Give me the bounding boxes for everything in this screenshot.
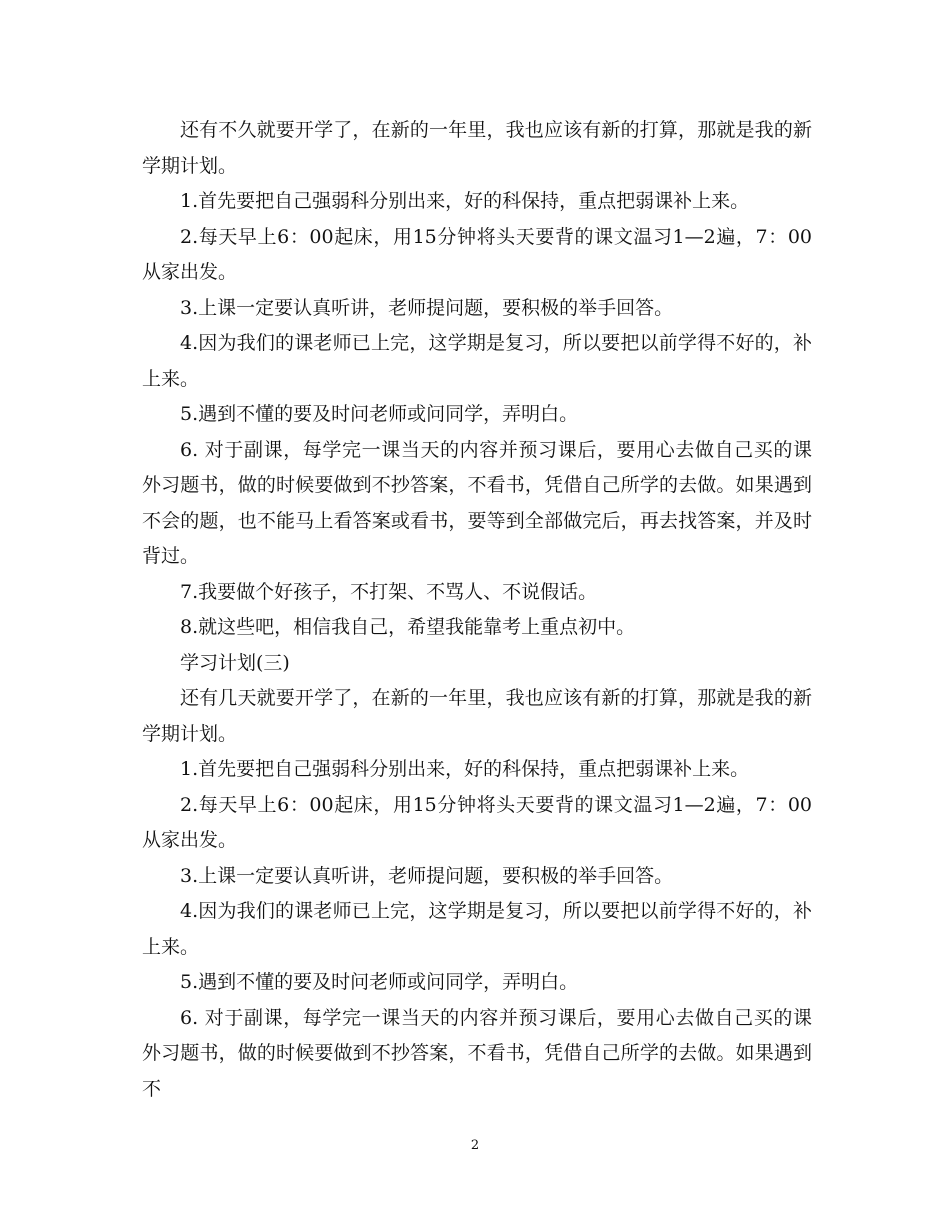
paragraph-item-4: 4.因为我们的课老师已上完，这学期是复习，所以要把以前学得不好的，补上来。 (142, 332, 812, 390)
page-number: 2 (470, 1138, 480, 1153)
paragraph-item-6: 6. 对于副课，每学完一课当天的内容并预习课后，要用心去做自己买的课外习题书，做的时候要做到不抄答案，不看书，凭借自己所学的去做。如果遇到不会的题，也不能马上看答案或看书，要等到全部做完后，再去找答案，并及时背过。 (142, 438, 812, 567)
paragraph-item-4b: 4.因为我们的课老师已上完，这学期是复习，所以要把以前学得不好的，补上来。 (142, 900, 812, 958)
paragraph-item-6b: 6. 对于副课，每学完一课当天的内容并预习课后，要用心去做自己买的课外习题书，做的时候要做到不抄答案，不看书，凭借自己所学的去做。如果遇到不 (142, 1006, 812, 1100)
paragraph-item-5: 5.遇到不懂的要及时问老师或问同学，弄明白。 (180, 403, 579, 425)
paragraph-item-1b: 1.首先要把自己强弱科分别出来，好的科保持，重点把弱课补上来。 (180, 758, 750, 780)
document-body (142, 113, 812, 1107)
paragraph-item-2b: 2.每天早上6：00起床，用15分钟将头天要背的课文温习1—2遍，7：00从家出发。 (142, 793, 812, 851)
paragraph-item-3b: 3.上课一定要认真听讲，老师提问题，要积极的举手回答。 (180, 864, 674, 887)
paragraph-intro-2: 还有几天就要开学了，在新的一年里，我也应该有新的打算，那就是我的新学期计划。 (142, 687, 812, 745)
paragraph-item-7: 7.我要做个好孩子，不打架、不骂人、不说假话。 (180, 580, 598, 603)
paragraph-intro: 还有不久就要开学了，在新的一年里，我也应该有新的打算，那就是我的新学期计划。 (142, 119, 812, 177)
paragraph-item-2: 2.每天早上6：00起床，用15分钟将头天要背的课文温习1—2遍，7：00从家出发。 (142, 225, 812, 283)
paragraph-item-3: 3.上课一定要认真听讲，老师提问题，要积极的举手回答。 (180, 296, 674, 319)
paragraph-item-5b: 5.遇到不懂的要及时问老师或问同学，弄明白。 (180, 971, 579, 993)
paragraph-item-8: 8.就这些吧，相信我自己，希望我能靠考上重点初中。 (180, 616, 636, 638)
paragraph-item-1: 1.首先要把自己强弱科分别出来，好的科保持，重点把弱课补上来。 (180, 190, 750, 212)
section-heading: 学习计划(三) (180, 651, 290, 674)
